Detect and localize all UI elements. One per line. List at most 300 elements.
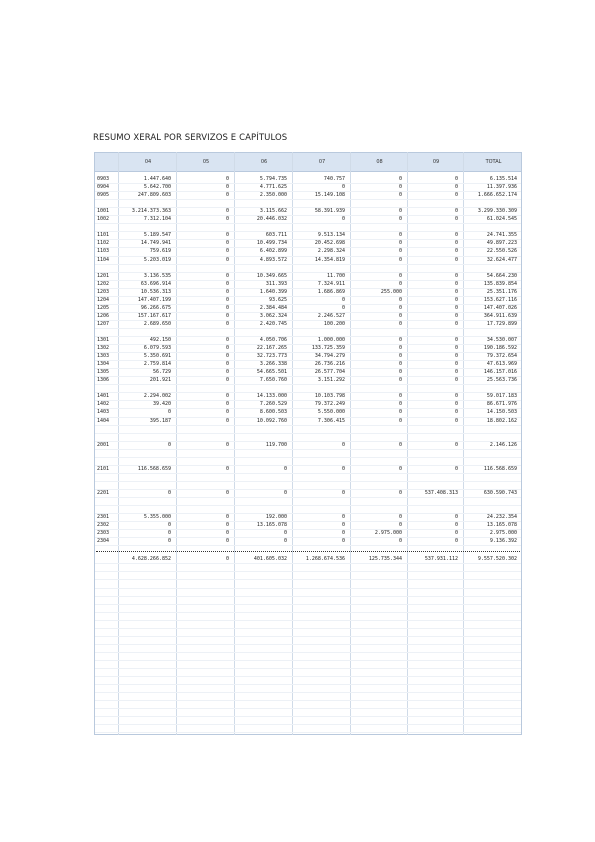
table-row-c05: 0 [225,256,229,263]
table-row-code: 1402 [97,401,110,408]
table-row-total: 6.135.514 [489,176,517,182]
table-row-code: 1207 [97,320,110,327]
table-row-total: 54.664.230 [486,272,517,279]
table-row-total: 59.017.183 [486,393,517,400]
table-row-c06: 10.092.760 [256,417,287,424]
table-row-c09: 0 [454,216,458,223]
table-row-c06: 54.665.501 [256,369,287,376]
row-line [95,652,521,653]
table-row-total: 2.146.126 [489,441,517,448]
table-row-c04: 116.568.659 [137,465,171,472]
table-row-c06: 4.050.706 [259,337,287,343]
table-row-c07: 26.577.704 [314,369,345,376]
table-row-c05: 0 [225,345,229,352]
table-row-c08: 0 [398,401,402,408]
table-row-c04: 7.312.104 [143,216,171,223]
table-row-c09: 0 [454,272,458,279]
table-row-c04: 63.696.914 [140,280,171,287]
table-row-c07: 0 [341,216,345,223]
table-row-c07: 0 [341,441,345,448]
table-row-total: 190.186.592 [483,345,517,352]
row-line [95,724,521,725]
row-line [95,676,521,677]
table-row-c08: 0 [398,272,402,279]
table-row-c08: 0 [398,232,402,239]
table-row-c09: 0 [454,369,458,376]
total-row-code [97,555,117,563]
row-line [95,579,521,580]
row-line [95,620,521,621]
table-row-c09: 0 [454,409,458,416]
header-c05: 05 [202,159,210,165]
table-row-code: 1305 [97,369,110,376]
table-row-c04: 5.189.547 [143,232,171,239]
table-row-c08: 0 [398,538,402,545]
table-row-c08: 0 [398,345,402,352]
table-row-code: 1204 [97,296,110,303]
table-row-c05: 0 [225,514,229,521]
table-row-c05: 0 [225,312,229,319]
table-row-c08: 0 [398,176,402,182]
table-row-c08: 0 [398,256,402,263]
table-row-c05: 0 [225,232,229,239]
row-line [95,644,521,645]
table-row-c09: 0 [454,304,458,311]
table-row-c09: 0 [454,377,458,384]
table-row-c08: 0 [398,522,402,529]
table-row-c09: 0 [454,514,458,521]
row-line [95,588,521,589]
table-row-c05: 0 [225,522,229,529]
table-row-total: 9.136.392 [489,538,517,545]
table-row-c09: 0 [454,232,458,239]
table-row-c09: 0 [454,345,458,352]
table-row-total: 2.975.000 [489,530,517,537]
table-row-c05: 0 [225,369,229,376]
total-row-c09: 537.931.112 [424,556,458,563]
table-header [94,152,522,172]
table-row-c05: 0 [225,409,229,416]
table-row-total: 25.563.736 [486,377,517,384]
table-row-code: 1302 [97,345,110,352]
table-row-total: 13.165.078 [486,522,517,529]
row-line [95,596,521,597]
table-row-total: 25.351.176 [486,288,517,295]
row-line [95,660,521,661]
row-line [95,481,521,482]
table-row-code: 2303 [97,530,110,537]
table-row-c06: 603.711 [265,232,287,239]
table-row-c06: 0 [283,465,287,472]
table-row-c06: 4.771.625 [259,184,287,191]
table-row-c06: 3.115.662 [259,208,287,215]
table-row-code: 1002 [97,216,110,223]
row-line [95,449,521,450]
table-row-c04: 395.187 [149,417,171,424]
table-row-total: 79.372.654 [486,353,517,360]
table-row-total: 17.729.899 [486,320,517,327]
table-row-c06: 5.794.735 [259,176,287,182]
table-row-code: 1403 [97,409,110,416]
table-row-c08: 0 [398,248,402,255]
table-row-total: 22.550.526 [486,248,517,255]
row-line [95,628,521,629]
table-row-c05: 0 [225,280,229,287]
table-row-c04: 0 [167,409,171,416]
table-row-c08: 0 [398,514,402,521]
table-row-code: 1104 [97,256,110,263]
table-row-c09: 0 [454,401,458,408]
row-line [95,716,521,717]
table-row-c09: 0 [454,176,458,182]
table-row-c07: 1.686.869 [317,288,345,295]
table-row-code: 0904 [97,184,110,191]
table-row-code: 1203 [97,288,110,295]
row-line [95,612,521,613]
table-row-c08: 0 [398,489,402,496]
table-row-c04: 10.536.313 [140,288,171,295]
total-row-c08: 125.735.344 [368,556,402,563]
header-c06: 06 [260,159,268,165]
row-line [95,563,521,564]
table-row-c09: 0 [454,208,458,215]
table-row-c06: 32.723.773 [256,353,287,360]
header-total: TOTAL [485,159,502,165]
table-row-c07: 15.149.108 [314,192,345,199]
table-row-c06: 14.133.000 [256,393,287,400]
table-row-c05: 0 [225,192,229,199]
table-row-c08: 0 [398,377,402,384]
table-row-total: 24.741.355 [486,232,517,239]
table-row-c08: 0 [398,337,402,343]
table-row-c07: 0 [341,184,345,191]
table-row-total: 147.407.026 [483,304,517,311]
total-row-total: 9.557.520.302 [477,556,517,563]
table-row-c08: 0 [398,304,402,311]
table-row-code: 1102 [97,240,110,247]
table-row-c06: 192.000 [265,514,287,521]
table-row-c06: 6.402.899 [259,248,287,255]
table-row-c04: 6.079.593 [143,345,171,352]
table-row-code: 1205 [97,304,110,311]
table-row-c07: 0 [341,538,345,545]
table-row-c06: 1.640.399 [259,288,287,295]
row-line [95,223,521,224]
table-row-c07: 0 [341,304,345,311]
table-row-c06: 22.167.265 [256,345,287,352]
table-row-c07: 133.725.359 [311,345,345,352]
table-row-c07: 10.103.798 [314,393,345,400]
table-row-c05: 0 [225,530,229,537]
table-row-c04: 2.759.814 [143,361,171,368]
table-row-total: 630.590.743 [483,489,517,496]
table-row-total: 32.624.477 [486,256,517,263]
table-row-c09: 0 [454,393,458,400]
table-row-c04: 0 [167,522,171,529]
table-row-c09: 0 [454,240,458,247]
table-row-c09: 537.408.313 [424,489,458,496]
table-row-c06: 13.165.078 [256,522,287,529]
table-row-c07: 0 [341,465,345,472]
table-row-c07: 100.200 [323,320,345,327]
row-line [95,668,521,669]
table-row-c04: 3.136.535 [143,272,171,279]
table-row-c05: 0 [225,401,229,408]
table-row-c06: 3.266.338 [259,361,287,368]
table-row-total: 14.150.503 [486,409,517,416]
table-row-c08: 0 [398,417,402,424]
table-row-c08: 0 [398,409,402,416]
table-row-c09: 0 [454,522,458,529]
table-row-code: 1401 [97,393,110,400]
table-row-code: 2301 [97,514,110,521]
table-row-c07: 34.794.279 [314,353,345,360]
table-row-c09: 0 [454,288,458,295]
table-row-c06: 311.393 [265,280,287,287]
table-row-c05: 0 [225,240,229,247]
table-row-c05: 0 [225,538,229,545]
table-row-c08: 2.975.000 [374,530,402,537]
table-row-total: 61.024.545 [486,216,517,223]
table-row-code: 1303 [97,353,110,360]
table-row-c07: 9.513.134 [317,232,345,239]
row-line [95,384,521,385]
table-row-code: 1103 [97,248,110,255]
row-line [95,497,521,498]
table-row-c05: 0 [225,216,229,223]
table-row-c07: 7.324.911 [317,280,345,287]
table-row-c06: 10.349.665 [256,272,287,279]
table-row-c05: 0 [225,176,229,182]
table-row-c04: 5.350.691 [143,353,171,360]
table-row-c08: 0 [398,192,402,199]
table-row-total: 18.802.162 [486,417,517,424]
header-c08: 08 [376,159,383,165]
table-row-c07: 2.246.527 [317,312,345,319]
table-row-c05: 0 [225,320,229,327]
table-row-c09: 0 [454,280,458,287]
table-row-c08: 0 [398,296,402,303]
table-row-c08: 0 [398,240,402,247]
row-line [95,199,521,200]
table-row-c08: 0 [398,208,402,215]
table-row-c05: 0 [225,465,229,472]
table-row-c04: 56.729 [152,369,171,376]
table-row-c09: 0 [454,192,458,199]
table-row-c09: 0 [454,320,458,327]
table-row-c04: 3.214.373.363 [131,208,171,215]
table-row-c07: 20.452.698 [314,240,345,247]
table-row-code: 2001 [97,441,110,448]
table-row-c07: 0 [341,514,345,521]
table-row-c09: 0 [454,337,458,343]
table-row-c05: 0 [225,377,229,384]
table-row-c08: 0 [398,393,402,400]
table-row-c07: 0 [341,296,345,303]
table-row-c05: 0 [225,337,229,343]
table-row-total: 153.627.116 [483,296,517,303]
table-row-c04: 1.447.640 [143,176,171,182]
total-row-c04: 4.628.266.852 [131,556,171,563]
table-row-c06: 7.260.529 [259,401,287,408]
table-row-c06: 10.499.734 [256,240,287,247]
table-row-c06: 0 [283,530,287,537]
table-row-c09: 0 [454,538,458,545]
row-line [95,700,521,701]
table-row-code: 2304 [97,538,110,545]
table-row-c05: 0 [225,353,229,360]
table-row-c06: 119.700 [265,441,287,448]
table-row-c04: 39.420 [152,401,171,408]
table-row-c05: 0 [225,288,229,295]
row-line [95,328,521,329]
table-row-c06: 2.350.000 [259,192,287,199]
table-row-c04: 5.203.019 [143,256,171,263]
table-row-c08: 0 [398,312,402,319]
row-line [95,457,521,458]
table-row-c06: 2.384.484 [259,304,287,311]
table-row-c09: 0 [454,441,458,448]
row-line [95,425,521,426]
table-row-c06: 4.893.572 [259,256,287,263]
table-row-c08: 0 [398,216,402,223]
row-line [95,473,521,474]
table-row-total: 47.613.969 [486,361,517,368]
table-row-code: 1404 [97,417,110,424]
table-row-code: 0905 [97,192,110,199]
table-row-c07: 7.306.415 [317,417,345,424]
table-row-c04: 0 [167,538,171,545]
table-row-c07: 0 [341,522,345,529]
page-title: RESUMO XERAL POR SERVIZOS E CAPÍTULOS [93,133,288,143]
table-row-total: 24.232.354 [486,514,517,521]
table-row-c06: 93.625 [268,296,287,303]
table-row-c09: 0 [454,353,458,360]
row-line [95,571,521,572]
row-line [95,692,521,693]
table-row-code: 1301 [97,337,110,343]
table-row-c07: 740.757 [323,176,345,182]
table-row-c07: 26.736.216 [314,361,345,368]
table-row-c05: 0 [225,361,229,368]
table-row-total: 34.530.007 [486,337,517,343]
table-row-c09: 0 [454,530,458,537]
total-separator [96,551,520,552]
table-row-c04: 14.749.941 [140,240,171,247]
table-row-c09: 0 [454,312,458,319]
table-row-c05: 0 [225,208,229,215]
total-row-c06: 401.605.032 [253,556,287,563]
table-row-c07: 2.298.324 [317,248,345,255]
table-row-c04: 492.150 [149,337,171,343]
table-row-total: 146.157.016 [483,369,517,376]
table-row-c04: 0 [167,489,171,496]
table-row-c06: 3.062.324 [259,312,287,319]
table-row-c05: 0 [225,417,229,424]
row-line [95,732,521,733]
table-row-total: 135.839.854 [483,280,517,287]
table-row-c09: 0 [454,256,458,263]
table-row-c06: 0 [283,489,287,496]
table-row-c08: 0 [398,280,402,287]
row-line [95,684,521,685]
table-row-c04: 759.619 [149,248,171,255]
table-row-code: 1101 [97,232,110,239]
table-row-c04: 2.294.002 [143,393,171,400]
table-row-c07: 0 [341,489,345,496]
table-row-c05: 0 [225,248,229,255]
table-row-c09: 0 [454,361,458,368]
table-row-c09: 0 [454,296,458,303]
table-row-code: 2101 [97,465,110,472]
table-row-c06: 0 [283,538,287,545]
table-row-c07: 5.550.000 [317,409,345,416]
table-row-c08: 0 [398,320,402,327]
header-c07: 07 [318,159,326,165]
table-row-c07: 14.354.819 [314,256,345,263]
table-row-code: 1306 [97,377,110,384]
table-row-c05: 0 [225,272,229,279]
table-row-c04: 201.921 [149,377,171,384]
table-row-total: 49.897.223 [486,240,517,247]
table-row-c07: 58.391.939 [314,208,345,215]
row-line [95,433,521,434]
table-row-code: 0903 [97,176,110,182]
row-line [95,708,521,709]
table-row-c07: 79.372.249 [314,401,345,408]
table-row-c05: 0 [225,393,229,400]
table-row-total: 116.568.659 [483,465,517,472]
table-row-c08: 0 [398,353,402,360]
table-row-c04: 0 [167,441,171,448]
row-line [95,604,521,605]
table-row-c06: 20.446.032 [256,216,287,223]
table-row-c04: 96.266.675 [140,304,171,311]
table-row-c09: 0 [454,465,458,472]
table-row-c07: 3.151.292 [317,377,345,384]
table-row-code: 2201 [97,489,110,496]
table-row-code: 1202 [97,280,110,287]
total-row-c05: 0 [225,556,229,563]
row-line [95,545,521,546]
table-row-c04: 2.689.650 [143,320,171,327]
table-row-c08: 0 [398,369,402,376]
table-row-code: 1201 [97,272,110,279]
table-row-total: 1.666.652.174 [477,192,517,199]
table-row-c09: 0 [454,248,458,255]
table-row-c08: 255.000 [380,288,402,295]
table-row-c07: 0 [341,530,345,537]
table-row-c05: 0 [225,184,229,191]
table-row-c08: 0 [398,361,402,368]
table-row-code: 1304 [97,361,110,368]
table-row-c04: 5.642.700 [143,184,171,191]
table-row-c04: 0 [167,530,171,537]
table-row-c04: 147.407.199 [137,296,171,303]
table-row-total: 364.911.639 [483,312,517,319]
table-row-c09: 0 [454,417,458,424]
table-row-total: 86.671.976 [486,401,517,408]
table-row-c07: 1.000.000 [317,337,345,343]
total-row-c07: 1.268.674.536 [305,556,345,563]
table-row-c08: 0 [398,441,402,448]
table-row-total: 3.299.330.309 [477,208,517,215]
row-line [95,505,521,506]
table-row-c05: 0 [225,296,229,303]
header-c04: 04 [144,159,152,165]
table-row-c08: 0 [398,465,402,472]
table-row-c06: 8.600.503 [259,409,287,416]
